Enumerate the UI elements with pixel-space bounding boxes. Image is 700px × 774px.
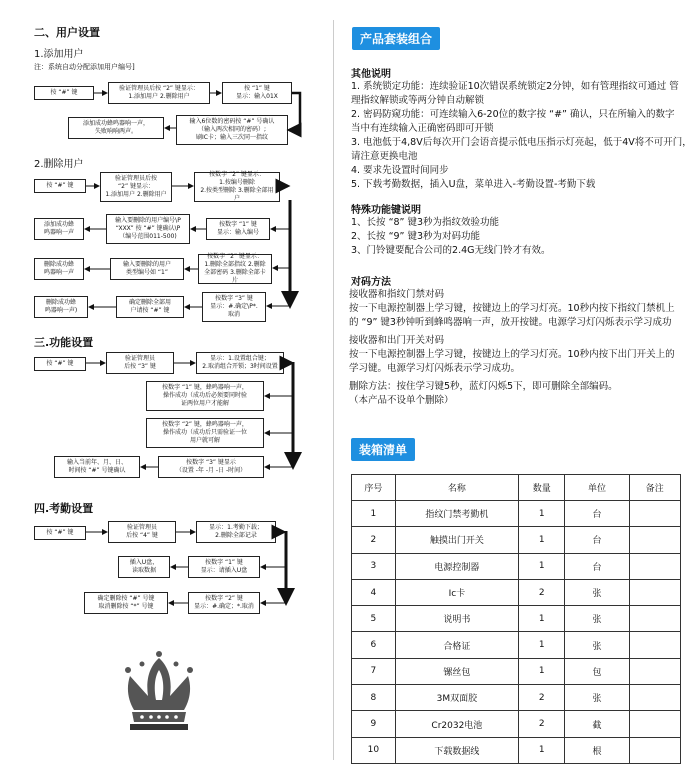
cell-index: 5 [352,606,396,632]
cell-unit: 张 [565,579,629,605]
flow-box-del-press-hash: 按 “#” 键 [34,179,86,193]
pairing-line: 按一下电源控制器上学习键，按键边上的学习灯亮。10秒内按下指纹门禁机上 [349,303,675,314]
flow-box-func-press-1: 按数字 “1” 键，蜂鸣器响一声， 操作成功（成功后必须要同时验 证两位用户才能解 [146,381,264,411]
column-divider [333,20,334,760]
flow-box-att-display-menu: 显示：1.考勤下载； 2.删除全部记录 [196,521,276,543]
pairing-delete-text [349,380,684,408]
crown-icon [118,650,200,734]
other-note-line: 3. 电池低于4,8V后每次开门会语音提示低电压指示灯亮起，低于4V将不可开门， [351,137,692,148]
flow-box-del-press-1: 按数字 “1” 键 显示：输入编号 [206,218,270,240]
pairing-line: 按一下电源控制器上学习键，按键边上的学习灯亮。10秒内按下出门开关上的 [349,349,675,360]
pairing-line: 接收器和指纹门禁对码 [349,289,445,300]
pairing-line: 接收器和出门开关对码 [349,335,445,346]
pairing-line: 学习键。电源学习灯闪烁表示学习成功。 [349,363,521,374]
table-header-row [352,475,681,501]
flow-box-func-display-menu: 显示：1.设置组合键； 2.取消组合开锁；3时间设置 [196,352,284,374]
cell-index: 1 [352,501,396,527]
cell-remark [629,553,680,579]
table-row [352,711,681,737]
cell-name: 指纹门禁考勤机 [395,501,518,527]
table-row [352,685,681,711]
other-note-line: 4. 要求先设置时间同步 [351,165,449,176]
cell-remark [629,501,680,527]
add-user-note: 注：系统自动分配添加用户编号] [34,63,135,71]
special-keys-list [351,216,686,258]
other-note-line: 1. 系统锁定功能：连续验证10次错误系统锁定2分钟，如有管理指纹可通过 管 [351,81,679,92]
section-attendance-settings-title: 四.考勤设置 [34,502,94,515]
cell-qty: 1 [519,632,565,658]
cell-qty: 1 [519,737,565,763]
pairing-title: 对码方法 [351,277,391,288]
cell-remark [629,527,680,553]
cell-remark [629,737,680,763]
table-row [352,579,681,605]
delete-user-subtitle: 2.删除用户 [34,159,84,170]
flow-box-del-input-type: 输入要删除的用户 类型编号如 “1” [110,258,184,280]
flow-box-add-success: 添加成功蜂鸣器响一声， 失败响响两声。 [68,117,164,139]
other-notes-list [351,80,692,192]
cell-name: Cr2032电池 [395,711,518,737]
special-key-line: 3、门铃键要配合公司的2.4G无线门铃才有效。 [351,245,551,256]
flow-box-del-press-3: 按数字 “3” 键 显示：#.确定\P*. 取消 [202,292,266,322]
cell-qty: 1 [519,606,565,632]
cell-index: 4 [352,579,396,605]
cell-remark [629,632,680,658]
flow-box-add-press-1: 按 “1” 键 显示：输入01X [222,82,292,104]
pairing-exit-switch-text [349,334,684,376]
pairing-line: 的 “9” 键3秒钟听到蜂鸣器响一声，放开按键。电源学习灯闪烁表示学习成功 [349,317,672,328]
cell-qty: 2 [519,579,565,605]
cell-qty: 1 [519,527,565,553]
cell-qty: 2 [519,711,565,737]
special-key-line: 2、长按 “9” 键3秒为对码功能 [351,231,481,242]
cell-name: Ic卡 [395,579,518,605]
col-header-index: 序号 [352,475,396,501]
flow-box-del-verify-admin: 验证管理员后按 “2” 键显示： 1.添加用户 2.删除用户 [100,172,172,202]
cell-qty: 1 [519,553,565,579]
cell-remark [629,711,680,737]
cell-index: 3 [352,553,396,579]
other-note-line: 当中有连续输入正确密码即可开锁 [351,123,494,134]
table-row [352,501,681,527]
cell-unit: 截 [565,711,629,737]
flow-box-del-success-2: 删除成功蜂 鸣器响一声 [34,258,84,280]
section-function-settings-title: 三.功能设置 [34,336,94,349]
flow-box-del-success-3: 删除成功蜂 鸣器响一声) [34,296,88,318]
cell-unit: 台 [565,501,629,527]
flow-box-del-input-number: 输入要删除的用户编号\P “XXX” 按 “#” 键确认\P （编号范围011-500) [106,214,190,244]
other-note-line: 理指纹解锁或等两分钟自动解锁 [351,95,485,106]
flow-box-add-press-hash: 按 “#” 键 [34,86,94,100]
cell-index: 7 [352,658,396,684]
col-header-name: 名称 [395,475,518,501]
cell-qty: 1 [519,501,565,527]
flow-box-func-press-2: 按数字 “2” 键，蜂鸣器响一声， 操作成功（成功后只需验证一位 用户就可解 [146,418,264,448]
col-header-qty: 数量 [519,475,565,501]
flow-box-att-confirm-delete: 确定删除按 “#” 号键 取消删除按 “*” 号键 [84,592,168,614]
pairing-line: （本产品不设单个删除） [349,395,454,406]
cell-name: 合格证 [395,632,518,658]
table-row [352,632,681,658]
flow-box-add-input-password: 输入6位数的密码按 “#” 号确认 （输入两次相同的密码）; 刷IC卡；输入三次同一指纹 [176,115,288,145]
cell-name: 镙丝包 [395,658,518,684]
cell-unit: 台 [565,527,629,553]
flow-box-func-press-hash: 按 “#” 键 [34,357,86,371]
col-header-unit: 单位 [565,475,629,501]
special-keys-title: 特殊功能键说明 [351,205,421,216]
cell-name: 电源控制器 [395,553,518,579]
cell-remark [629,606,680,632]
other-note-line: 5. 下载考勤数据，插入U盘，菜单进入-考勤设置-考勤下载 [351,179,596,190]
cell-index: 2 [352,527,396,553]
cell-remark [629,579,680,605]
table-row [352,606,681,632]
cell-unit: 张 [565,606,629,632]
flow-box-att-press-hash: 按 “#” 键 [34,526,86,540]
cell-index: 6 [352,632,396,658]
flow-box-att-verify-admin: 验证管理员 后按 “4” 键 [108,521,176,543]
cell-name: 触摸出门开关 [395,527,518,553]
pairing-fingerprint-text [349,288,684,330]
flow-box-func-verify-admin: 验证管理员 后按 “3” 键 [106,352,174,374]
flow-box-att-insert-usb: 插入U盘， 读取数据 [118,556,170,578]
flow-box-att-press-1: 按数字 “1” 键 显示：请插入U盘 [188,556,260,578]
other-notes-title: 其他说明 [351,69,391,80]
section-user-settings-title: 二、用户设置 [34,26,100,39]
flow-box-del-confirm-all: 确定删除全部用 户请按 “#” 键 [116,296,184,318]
col-header-remark: 备注 [629,475,680,501]
flow-box-del-success-1: 添加成功蜂 鸣器响一声 [34,218,84,240]
pairing-line: 删除方法：按住学习键5秒，蓝灯闪烁5下，即可删除全部编码。 [349,381,618,392]
cell-unit: 张 [565,632,629,658]
special-key-line: 1、长按 “8” 键3秒为指纹效验功能 [351,217,500,228]
other-note-line: 2. 密码防窥功能：可连续输入6-20位的数字按 “#” 确认，只在所输入的数字 [351,109,675,120]
cell-unit: 张 [565,685,629,711]
cell-index: 9 [352,711,396,737]
flow-box-att-press-2: 按数字 “2” 键 显示：#.确定；*.取消 [188,592,260,614]
cell-remark [629,685,680,711]
cell-unit: 包 [565,658,629,684]
table-row [352,527,681,553]
packing-list-table [351,474,681,764]
flow-box-add-verify-admin: 验证管理员后按 “2” 键显示： 1.添加用户 2.删除用户 [108,82,210,104]
cell-name: 下载数据线 [395,737,518,763]
cell-name: 说明书 [395,606,518,632]
table-row [352,658,681,684]
product-combo-badge: 产品套装组合 [352,27,440,50]
cell-qty: 1 [519,658,565,684]
table-row [352,553,681,579]
other-note-line: 请注意更换电池 [351,151,418,162]
packing-list-badge: 装箱清单 [351,438,415,461]
flow-box-func-input-time: 输入当前年、月、日、 时间按 “#” 号键确认 [54,456,140,478]
table-row [352,737,681,763]
cell-unit: 根 [565,737,629,763]
cell-remark [629,658,680,684]
cell-index: 8 [352,685,396,711]
flow-box-del-press-2: 按数字 “2” 键显示： 1.按编号删除 2.按类型删除 3.删除全部用户 [194,172,280,202]
flow-box-del-press-2-type: 按数字 “2” 键显示： 1.删除全部指纹 2.删除 全部密码 3.删除全部卡片 [198,254,272,284]
add-user-subtitle: 1.添加用户 [34,49,84,60]
cell-index: 10 [352,737,396,763]
cell-name: 3M双面胶 [395,685,518,711]
flow-box-func-press-3: 按数字 “3” 键显示 （设置 -年 -月 -日 -时间） [158,456,264,478]
cell-qty: 2 [519,685,565,711]
cell-unit: 台 [565,553,629,579]
